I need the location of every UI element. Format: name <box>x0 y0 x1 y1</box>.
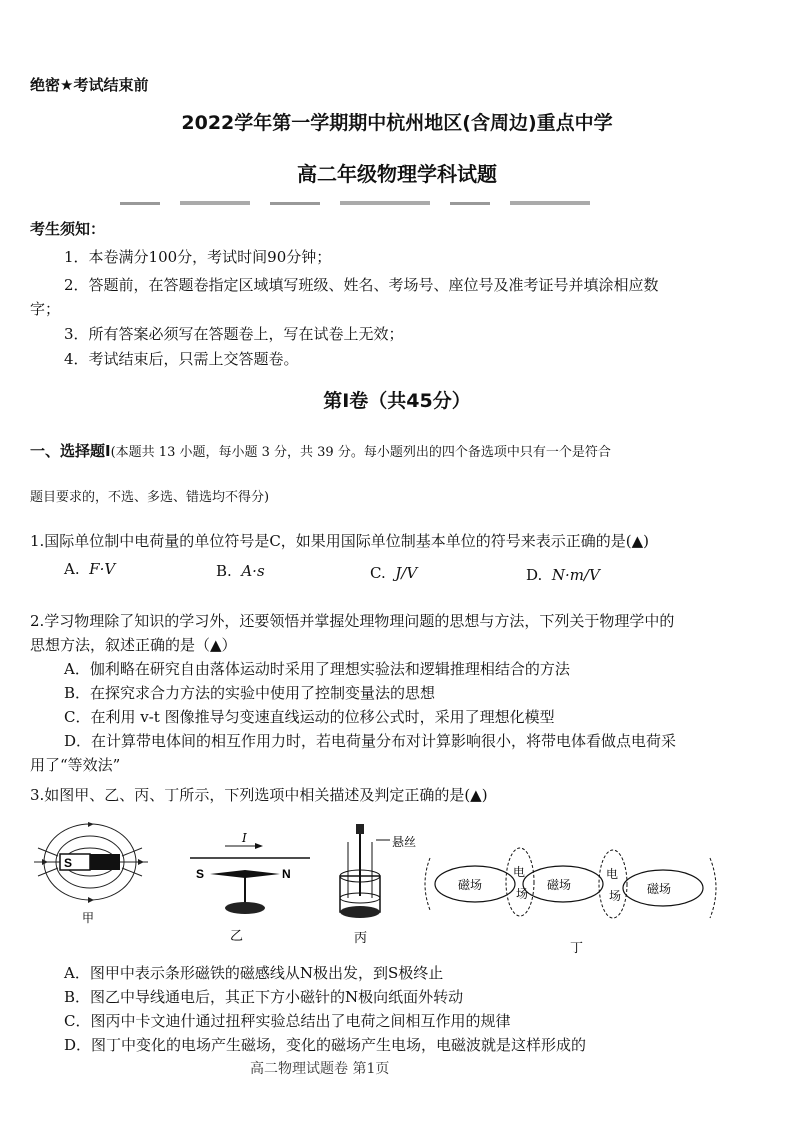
section-heading <box>30 440 611 461</box>
q2-option-d: D．在计算带电体间的相互作用力时，若电荷量分布对计算影响很小，将带电体看做点电荷采 <box>64 732 677 750</box>
page-footer: 高二物理试题卷 第1页 <box>250 1061 390 1077</box>
q3-option-d: D．图丁中变化的电场产生磁场，变化的磁场产生电场，电磁波就是这样形成的 <box>64 1036 587 1054</box>
section-heading-rest: (本题共 13 小题，每小题 3 分，共 39 分。每小题列出的四个备选项中只有一个是符合 <box>110 445 611 460</box>
q2-option-d-cont: 用了“等效法” <box>30 756 121 774</box>
question-1-stem: 1.国际单位制中电荷量的单位符号是C，如果用国际单位制基本单位的符号来表示正确的是(▲) <box>30 532 650 550</box>
notice-item: 2．答题前，在答题卷指定区域填写班级、姓名、考场号、座位号及准考证号并填涂相应数 <box>64 276 659 294</box>
figure-ding-magfield-1: 磁场 <box>458 878 483 892</box>
exam-title: 2022学年第一学期期中杭州地区(含周边)重点中学 <box>181 112 613 134</box>
q3-option-c: C．图丙中卡文迪什通过扭秤实验总结出了电荷之间相互作用的规律 <box>64 1012 511 1030</box>
figure-yi-wire-compass <box>190 843 310 914</box>
q3-figure-svg <box>30 818 770 958</box>
q1-option-a: A. F·V <box>64 560 116 578</box>
q3-option-b: B．图乙中导线通电后，其正下方小磁针的N极向纸面外转动 <box>64 988 464 1006</box>
figure-ding-efield-2b: 场 <box>609 889 622 903</box>
scan-smudge <box>120 200 620 208</box>
figure-yi-s-label: S <box>196 867 205 881</box>
figure-yi-n-label: N <box>282 867 291 881</box>
section-heading-bold: 一、选择题Ⅰ <box>30 442 111 460</box>
figure-ding-magfield-2: 磁场 <box>547 878 572 892</box>
notice-item: 3．所有答案必须写在答题卷上，写在试卷上无效； <box>64 325 404 343</box>
q1-option-c: C. J/V <box>370 564 418 582</box>
figure-yi-caption: 乙 <box>230 929 244 944</box>
confidential-mark: 绝密★考试结束前 <box>30 76 149 94</box>
question-3-stem: 3.如图甲、乙、丙、丁所示，下列选项中相关描述及判定正确的是(▲) <box>30 786 488 804</box>
figure-jia-bar-magnet <box>34 822 148 903</box>
figure-bing-caption: 丙 <box>354 931 368 946</box>
figure-bing-suspension-label: 悬丝 <box>392 835 417 849</box>
figure-jia-s-label: S <box>64 856 73 870</box>
section-heading-line2: 题目要求的，不选、多选、错选均不得分) <box>30 490 270 505</box>
figure-jia-caption: 甲 <box>82 911 95 925</box>
q2-option-a: A．伽利略在研究自由落体运动时采用了理想实验法和逻辑推理相结合的方法 <box>64 660 570 678</box>
notice-item: 字； <box>30 300 61 318</box>
q1-option-b: B. A·s <box>216 562 265 580</box>
notice-heading: 考生须知： <box>30 220 106 238</box>
question-2-stem-cont: 思想方法，叙述正确的是（▲） <box>30 636 237 654</box>
q2-option-c: C．在利用 v-t 图像推导匀变速直线运动的位移公式时，采用了理想化模型 <box>64 708 555 726</box>
q2-option-b: B．在探究求合力方法的实验中使用了控制变量法的思想 <box>64 684 436 702</box>
question-2-stem: 2.学习物理除了知识的学习外，还要领悟并掌握处理物理问题的思想与方法，下列关于物理学中的 <box>30 612 675 630</box>
figure-yi-current-label: I <box>242 831 247 845</box>
q3-option-a: A．图甲中表示条形磁铁的磁感线从N极出发，到S极终止 <box>64 964 444 982</box>
notice-item: 4．考试结束后，只需上交答题卷。 <box>64 350 299 368</box>
figure-ding-efield-1b: 场 <box>516 887 529 901</box>
section-title: 第Ⅰ卷（共45分） <box>323 390 471 412</box>
figure-bing-torsion-balance <box>340 824 390 918</box>
q3-figure <box>30 818 770 958</box>
q1-option-d: D. N·m/V <box>526 566 600 584</box>
figure-ding-caption: 丁 <box>570 941 584 956</box>
figure-ding-efield-1a: 电 <box>513 865 526 879</box>
notice-item: 1．本卷满分100分，考试时间90分钟； <box>64 248 332 266</box>
exam-subtitle: 高二年级物理学科试题 <box>297 162 497 186</box>
figure-ding-magfield-3: 磁场 <box>647 882 672 896</box>
figure-ding-efield-2a: 电 <box>606 867 619 881</box>
